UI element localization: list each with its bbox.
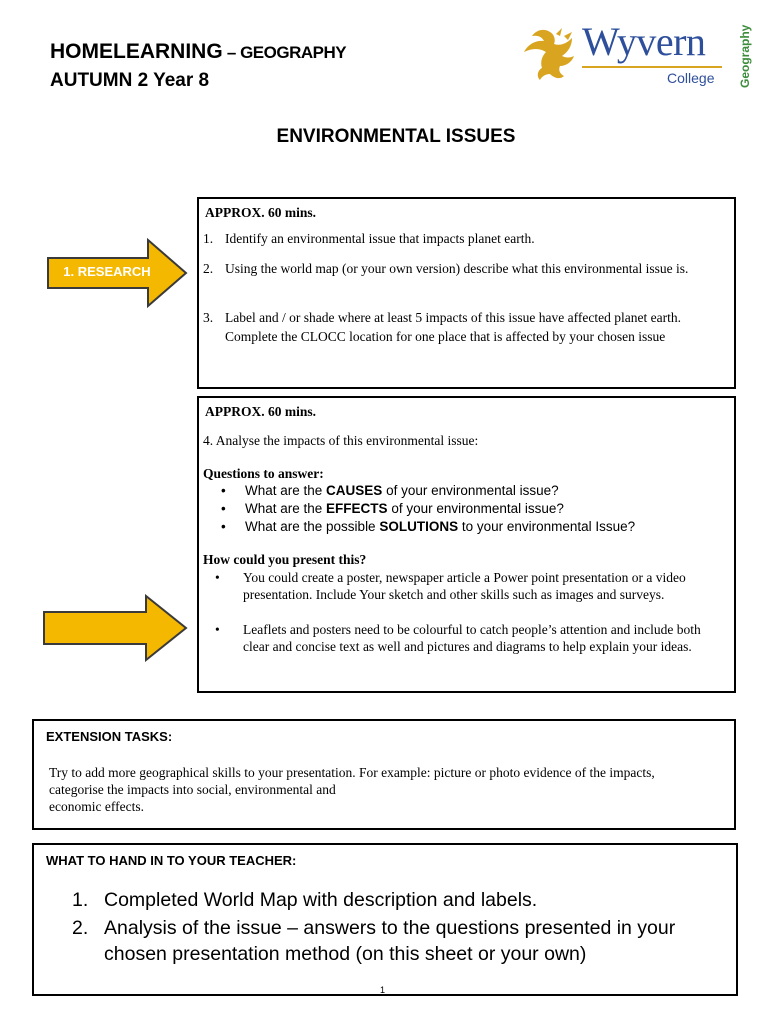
logo-wordmark: Wyvern <box>582 19 706 64</box>
dragon-logo-icon <box>520 26 582 84</box>
extension-text: Try to add more geographical skills to your presentation. For example: picture or photo evidence of the impacts, categorise the impacts into social, environmental and economic effects. <box>49 765 655 814</box>
title-separator: – <box>222 43 241 62</box>
extension-heading: EXTENSION TASKS: <box>46 729 173 744</box>
page-subtitle: AUTUMN 2 Year 8 <box>50 70 210 91</box>
section-heading: ENVIRONMENTAL ISSUES <box>276 126 516 147</box>
title-main: HOMELEARNING <box>50 40 223 63</box>
hand-in-item: 2. Analysis of the issue – answers to the questions presented in your chosen presentation method (on this sheet or your own) <box>72 917 676 965</box>
page-title <box>50 40 346 64</box>
analysis-task: 4. Analyse the impacts of this environmental issue: <box>203 433 479 448</box>
extension-tasks-box <box>32 719 736 830</box>
question-item: • What are the possible SOLUTIONS to your environmental Issue? <box>225 517 635 536</box>
research-item: 1. Identify an environmental issue that impacts planet earth. <box>203 231 535 246</box>
logo-college: College <box>667 70 715 86</box>
page-number: 1 <box>380 985 386 995</box>
hand-in-item: 1. Completed World Map with description and labels. <box>72 889 538 911</box>
present-heading: How could you present this? <box>203 552 367 567</box>
questions-heading: Questions to answer: <box>203 466 324 481</box>
present-item: • Leaflets and posters need to be colourful to catch people’s attention and include both clear and concise text as well and pictures and diagrams to help explain your ideas. <box>215 622 701 654</box>
research-task-box <box>197 197 736 389</box>
question-item: • What are the EFFECTS of your environmental issue? <box>225 499 564 518</box>
analysis-task-box <box>197 396 736 693</box>
present-item: • You could create a poster, newspaper article a Power point presentation or a video presentation. Include Your sketch and other skills such as images and surveys. <box>215 570 686 602</box>
logo-underline <box>582 66 722 68</box>
analysis-arrow-icon <box>42 594 190 662</box>
hand-in-box <box>32 843 738 996</box>
hand-in-heading: WHAT TO HAND IN TO YOUR TEACHER: <box>46 853 297 868</box>
question-item: • What are the CAUSES of your environmental issue? <box>225 481 559 500</box>
title-subject: GEOGRAPHY <box>240 43 347 62</box>
research-item: 2. Using the world map (or your own version) describe what this environmental issue is. <box>203 261 689 276</box>
research-time: APPROX. 60 mins. <box>205 205 316 220</box>
logo-department: Geography <box>738 24 752 88</box>
research-arrow-label: 1. RESEARCH <box>63 264 151 279</box>
analysis-time: APPROX. 60 mins. <box>205 404 316 419</box>
research-item: 3. Label and / or shade where at least 5 impacts of this issue have affected planet earth. Complete the CLOCC location for one place that is affected by your chosen issue <box>203 310 681 344</box>
